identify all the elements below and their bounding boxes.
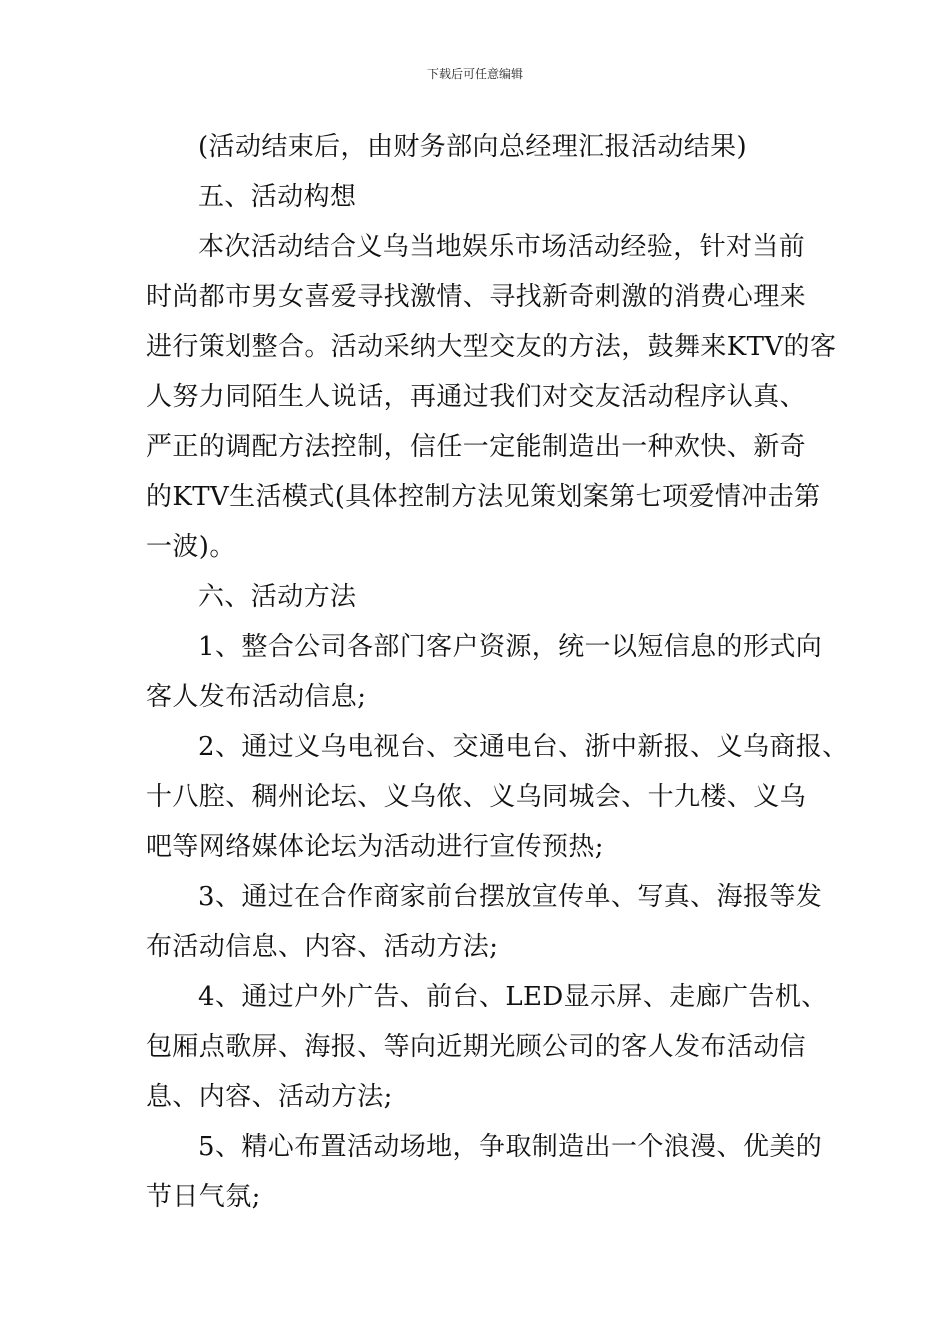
list-item-line: 吧等网络媒体论坛为活动进行宣传预热; xyxy=(146,832,604,862)
list-item-line: 布活动信息、内容、活动方法; xyxy=(146,932,499,962)
paragraph-line: 进行策划整合。活动采纳大型交友的方法，鼓舞来KTV的客 xyxy=(146,332,837,362)
paragraph-line: 时尚都市男女喜爱寻找激情、寻找新奇刺激的消费心理来 xyxy=(146,282,807,312)
list-item-line: 4、通过户外广告、前台、LED显示屏、走廊广告机、 xyxy=(198,982,828,1012)
list-item-line: 5、精心布置活动场地，争取制造出一个浪漫、优美的 xyxy=(198,1132,823,1162)
paragraph-line: 一波)。 xyxy=(146,532,236,562)
list-item-line: 息、内容、活动方法; xyxy=(146,1082,393,1112)
paragraph-line: 本次活动结合义乌当地娱乐市场活动经验，针对当前 xyxy=(198,232,806,262)
paragraph-line: (活动结束后，由财务部向总经理汇报活动结果) xyxy=(198,132,748,162)
list-item-line: 十八腔、稠州论坛、义乌侬、义乌同城会、十九楼、义乌 xyxy=(146,782,807,812)
section-heading: 五、活动构想 xyxy=(198,182,357,212)
list-item-line: 包厢点歌屏、海报、等向近期光顾公司的客人发布活动信 xyxy=(146,1032,807,1062)
list-item-line: 节日气氛; xyxy=(146,1182,261,1212)
page-header: 下载后可任意编辑 xyxy=(426,67,523,81)
section-heading: 六、活动方法 xyxy=(198,582,357,612)
list-item-line: 客人发布活动信息; xyxy=(146,682,367,712)
list-item-line: 1、整合公司各部门客户资源，统一以短信息的形式向 xyxy=(198,632,823,662)
paragraph-line: 的KTV生活模式(具体控制方法见策划案第七项爱情冲击第 xyxy=(146,482,821,512)
list-item-line: 3、通过在合作商家前台摆放宣传单、写真、海报等发 xyxy=(198,882,823,912)
paragraph-line: 严正的调配方法控制，信任一定能制造出一种欢快、新奇 xyxy=(146,432,807,462)
list-item-line: 2、通过义乌电视台、交通电台、浙中新报、义乌商报、 xyxy=(198,732,849,762)
document-body xyxy=(146,127,849,1227)
paragraph-line: 人努力同陌生人说话，再通过我们对交友活动程序认真、 xyxy=(146,382,807,412)
